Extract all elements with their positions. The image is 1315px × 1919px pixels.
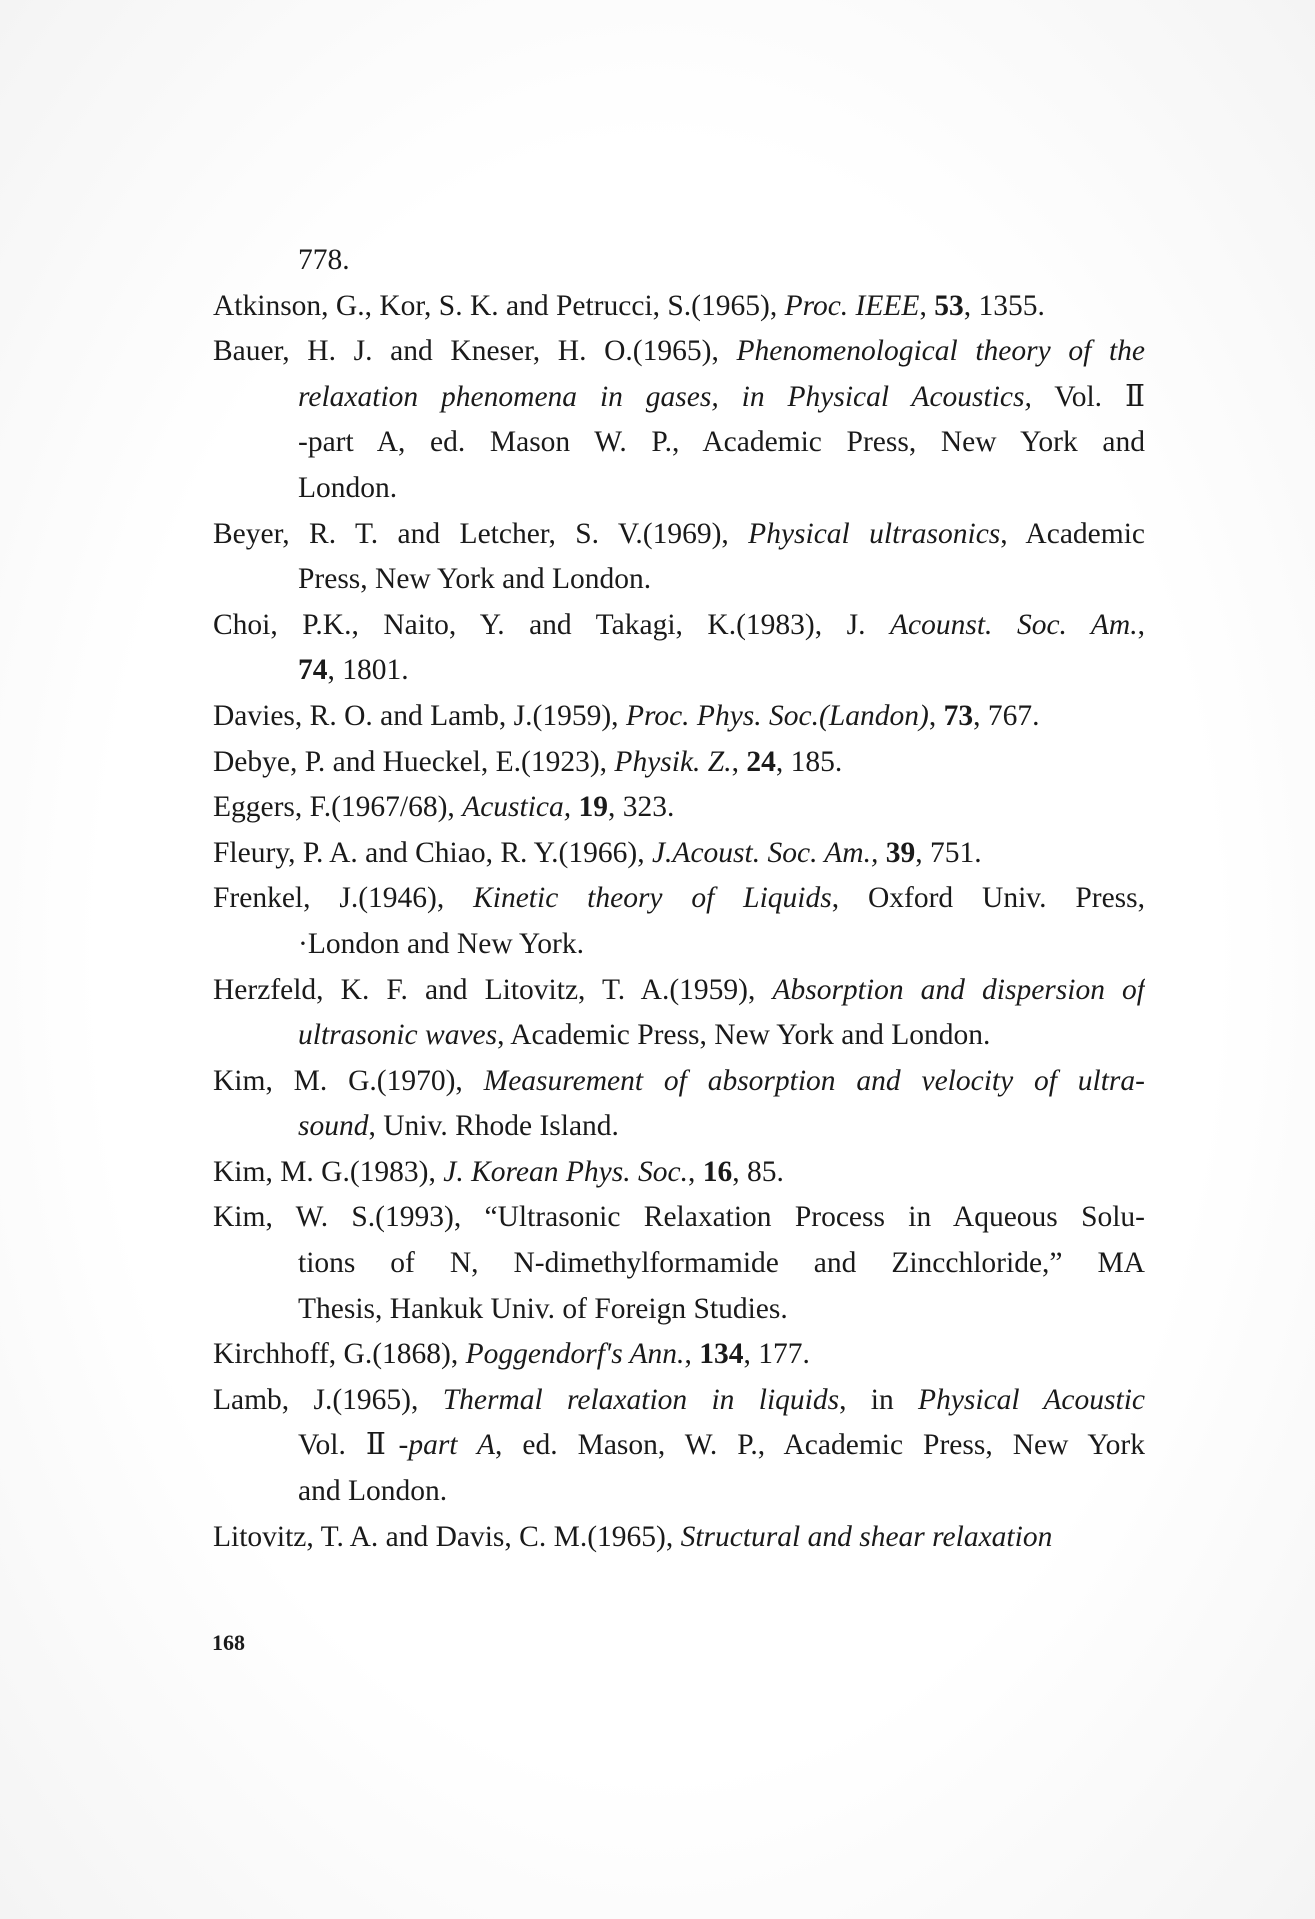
reference-line — [213, 512, 1145, 558]
text-segment: Bauer, H. J. and Kneser, H. O.(1965), — [213, 335, 737, 368]
reference-line — [213, 1059, 1145, 1105]
italic-text: relaxation phenomena in gases, in Physical Acoustics, — [298, 380, 1032, 413]
reference-line — [213, 1104, 1145, 1150]
reference-line — [213, 1378, 1145, 1424]
volume-number: 24 — [746, 745, 776, 778]
volume-number: 53 — [934, 289, 964, 322]
italic-text: Absorption and dispersion of — [772, 973, 1145, 1006]
text-segment: and London. — [298, 1475, 448, 1508]
reference-entry — [213, 1150, 1145, 1196]
reference-entry — [213, 603, 1145, 694]
text-segment: ·London and New York. — [298, 927, 584, 960]
reference-entry — [213, 1332, 1145, 1378]
reference-line — [213, 1423, 1145, 1469]
volume-number: 73 — [943, 699, 974, 732]
reference-entry — [213, 968, 1145, 1059]
reference-line — [213, 1332, 1145, 1378]
text-segment: Eggers, F.(1967/68), — [213, 791, 463, 824]
text-segment: , — [687, 1155, 703, 1188]
reference-line — [213, 968, 1145, 1014]
text-segment: , — [919, 289, 935, 322]
text-segment: Press, New York and London. — [298, 563, 652, 596]
text-segment: Vol. Ⅱ — [1031, 380, 1145, 413]
italic-text: part A — [408, 1429, 495, 1462]
italic-text: sound — [298, 1110, 369, 1143]
text-segment: , 767. — [973, 699, 1040, 732]
volume-number: 39 — [885, 836, 916, 869]
reference-list — [213, 238, 1145, 1560]
reference-entry — [213, 1059, 1145, 1150]
text-segment: , Academic Press, New York and London. — [497, 1019, 991, 1052]
italic-text: Proc. Phys. Soc.(Landon) — [625, 699, 929, 732]
reference-entry — [213, 831, 1145, 877]
text-segment: Kim, W. S.(1993), “Ultrasonic Relaxation Process in Aqueous Solu- — [213, 1201, 1145, 1234]
reference-line — [213, 1287, 1145, 1333]
text-segment: , 85. — [732, 1155, 784, 1188]
text-segment: , — [1137, 608, 1145, 641]
text-segment: Beyer, R. T. and Letcher, S. V.(1969), — [213, 517, 749, 550]
reference-line — [213, 785, 1145, 831]
page-number: 168 — [212, 1630, 245, 1655]
italic-text: ultrasonic waves — [298, 1019, 498, 1052]
reference-line — [213, 557, 1145, 603]
reference-line — [213, 1150, 1145, 1196]
reference-line — [213, 238, 1145, 284]
text-segment: , Oxford Univ. Press, — [831, 882, 1145, 915]
reference-line — [213, 1013, 1145, 1059]
reference-line — [213, 1241, 1145, 1287]
italic-text: Phenomenological theory of the — [736, 335, 1145, 368]
reference-line — [213, 1469, 1145, 1515]
reference-entry — [213, 284, 1145, 330]
text-segment: , 177. — [743, 1338, 810, 1371]
reference-entry — [213, 1515, 1145, 1561]
italic-text: Physical ultrasonics — [748, 517, 1001, 550]
text-segment: , ed. Mason, W. P., Academic Press, New York — [495, 1429, 1145, 1462]
text-segment: Kirchhoff, G.(1868), — [213, 1338, 466, 1371]
text-segment: -part A, ed. Mason W. P., Academic Press, New York and — [298, 426, 1145, 459]
italic-text: Acounst. Soc. Am. — [890, 608, 1138, 641]
text-segment: Frenkel, J.(1946), — [213, 882, 474, 915]
reference-line — [213, 420, 1145, 466]
text-segment: tions of N, N-dimethylformamide and Zincchloride,” MA — [298, 1247, 1145, 1280]
reference-entry — [213, 876, 1145, 967]
text-segment: Davies, R. O. and Lamb, J.(1959), — [213, 699, 626, 732]
text-segment: , 1355. — [963, 289, 1045, 322]
text-segment: Litovitz, T. A. and Davis, C. M.(1965), — [213, 1520, 681, 1553]
text-segment: , 1801. — [327, 654, 409, 687]
text-segment: , in — [839, 1383, 919, 1416]
italic-text: Physical Acoustic — [918, 1383, 1145, 1416]
text-segment: , 751. — [915, 836, 982, 869]
text-segment: Herzfeld, K. F. and Litovitz, T. A.(1959), — [213, 973, 773, 1006]
italic-text: J. Korean Phys. Soc. — [443, 1155, 688, 1188]
reference-line — [213, 603, 1145, 649]
italic-text: Structural and shear relaxation — [680, 1520, 1053, 1553]
text-segment: Kim, M. G.(1983), — [213, 1155, 444, 1188]
text-segment: Fleury, P. A. and Chiao, R. Y.(1966), — [213, 836, 652, 869]
reference-entry — [213, 1195, 1145, 1332]
italic-text: Measurement of absorption and velocity of ultra- — [483, 1064, 1145, 1097]
volume-number: 74 — [298, 654, 328, 687]
reference-line — [213, 876, 1145, 922]
text-segment — [878, 837, 885, 869]
text-segment: 778. — [298, 244, 350, 276]
italic-text: Poggendorf's Ann. — [465, 1338, 685, 1371]
reference-line — [213, 831, 1145, 877]
text-segment: , — [684, 1338, 700, 1371]
reference-entry — [213, 512, 1145, 603]
reference-line — [213, 922, 1145, 968]
reference-line — [213, 694, 1145, 740]
italic-text: Thermal relaxation in liquids — [442, 1383, 840, 1416]
reference-line — [213, 375, 1145, 421]
text-segment: Debye, P. and Hueckel, E.(1923), — [213, 745, 615, 778]
volume-number: 16 — [702, 1155, 733, 1188]
reference-line — [213, 284, 1145, 330]
text-segment: Thesis, Hankuk Univ. of Foreign Studies. — [298, 1292, 788, 1325]
reference-line — [213, 1195, 1145, 1241]
text-segment: , Academic — [1000, 517, 1145, 550]
text-segment: , — [731, 745, 747, 778]
volume-number: 134 — [699, 1338, 744, 1371]
text-segment: , Univ. Rhode Island. — [368, 1110, 619, 1143]
reference-entry — [213, 740, 1145, 786]
text-segment: Lamb, J.(1965), — [213, 1383, 443, 1416]
text-segment: London. — [298, 471, 398, 504]
reference-entry — [213, 694, 1145, 740]
volume-number: 19 — [578, 791, 609, 824]
italic-text: J.Acoust. Soc. Am., — [651, 836, 879, 869]
reference-line — [213, 648, 1145, 694]
text-segment: Atkinson, G., Kor, S. K. and Petrucci, S.(1965), — [213, 289, 785, 322]
text-segment — [571, 791, 578, 823]
text-segment: Kim, M. G.(1970), — [213, 1064, 484, 1097]
reference-line — [213, 466, 1145, 512]
italic-text: Acustica, — [462, 791, 572, 824]
italic-text: Kinetic theory of Liquids — [473, 882, 832, 915]
text-segment: , 185. — [775, 745, 843, 778]
reference-line — [213, 1515, 1145, 1561]
reference-entry — [213, 785, 1145, 831]
italic-text: Physik. Z. — [614, 745, 732, 778]
reference-line — [213, 740, 1145, 786]
reference-line — [213, 329, 1145, 375]
text-segment: Choi, P.K., Naito, Y. and Takagi, K.(1983), J. — [213, 608, 891, 641]
reference-entry — [213, 329, 1145, 511]
text-segment: , 323. — [608, 791, 675, 824]
reference-entry — [213, 1378, 1145, 1515]
text-segment: , — [928, 699, 944, 732]
text-segment: Vol. Ⅱ- — [298, 1429, 409, 1462]
italic-text: Proc. IEEE — [784, 289, 920, 322]
